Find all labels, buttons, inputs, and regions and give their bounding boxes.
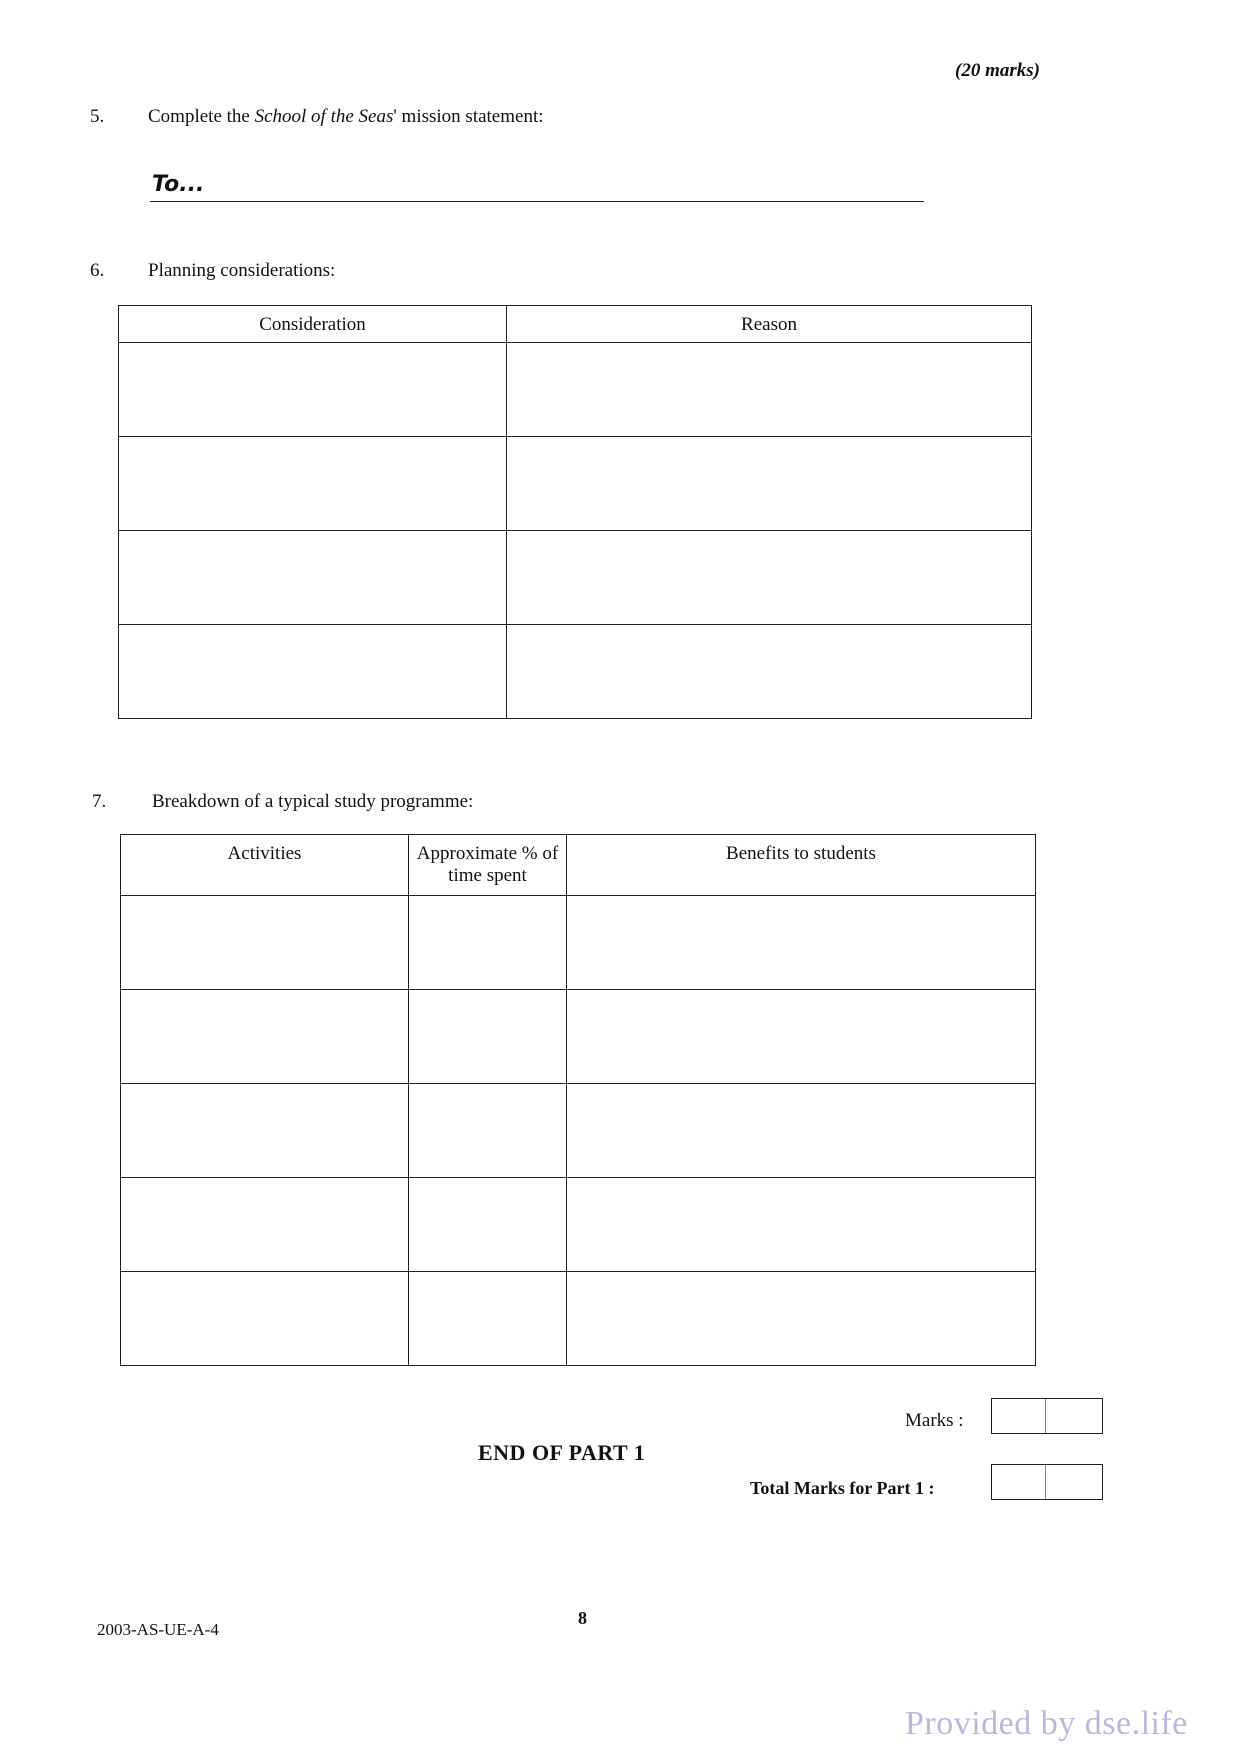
question-number: 6. bbox=[90, 260, 105, 281]
table-row bbox=[121, 1084, 1036, 1178]
answer-line bbox=[150, 201, 924, 202]
answer-cell[interactable] bbox=[507, 437, 1032, 531]
question-text: Complete the School of the Seas' mission statement: bbox=[148, 106, 544, 127]
table-row bbox=[119, 437, 1032, 531]
table-row bbox=[119, 625, 1032, 719]
column-header-reason: Reason bbox=[507, 306, 1032, 343]
provided-by-link[interactable]: Provided by dse.life bbox=[905, 1705, 1188, 1742]
planning-considerations-table bbox=[118, 305, 1032, 719]
answer-cell[interactable] bbox=[567, 1084, 1036, 1178]
answer-cell[interactable] bbox=[567, 1272, 1036, 1366]
marks-note: (20 marks) bbox=[955, 60, 1040, 81]
answer-cell[interactable] bbox=[121, 990, 409, 1084]
question-text: Planning considerations: bbox=[148, 260, 336, 281]
answer-cell[interactable] bbox=[409, 1272, 567, 1366]
answer-cell[interactable] bbox=[409, 1178, 567, 1272]
answer-cell[interactable] bbox=[507, 343, 1032, 437]
table-row bbox=[121, 1178, 1036, 1272]
table-row bbox=[119, 531, 1032, 625]
answer-cell[interactable] bbox=[567, 990, 1036, 1084]
answer-cell[interactable] bbox=[507, 531, 1032, 625]
answer-cell[interactable] bbox=[121, 1272, 409, 1366]
mission-answer-prompt: To... bbox=[152, 172, 205, 197]
question-number: 7. bbox=[92, 791, 107, 812]
question-number: 5. bbox=[90, 106, 105, 127]
page-number: 8 bbox=[578, 1608, 587, 1628]
answer-cell[interactable] bbox=[119, 437, 507, 531]
answer-cell[interactable] bbox=[119, 343, 507, 437]
table-row bbox=[121, 896, 1036, 990]
answer-cell[interactable] bbox=[409, 896, 567, 990]
question-text: Breakdown of a typical study programme: bbox=[152, 791, 474, 812]
table-row bbox=[121, 1272, 1036, 1366]
answer-cell[interactable] bbox=[121, 1084, 409, 1178]
end-of-part-heading: END OF PART 1 bbox=[478, 1440, 646, 1465]
column-header-benefits: Benefits to students bbox=[567, 835, 1036, 896]
total-marks-label: Total Marks for Part 1 : bbox=[750, 1478, 935, 1498]
paper-code: 2003-AS-UE-A-4 bbox=[97, 1620, 219, 1639]
box-divider bbox=[1045, 1399, 1046, 1433]
table-row bbox=[119, 343, 1032, 437]
column-header-activities: Activities bbox=[121, 835, 409, 896]
marks-box[interactable] bbox=[991, 1398, 1103, 1434]
answer-cell[interactable] bbox=[409, 990, 567, 1084]
column-header-consideration: Consideration bbox=[119, 306, 507, 343]
answer-cell[interactable] bbox=[121, 896, 409, 990]
study-programme-table bbox=[120, 834, 1036, 1366]
answer-cell[interactable] bbox=[121, 1178, 409, 1272]
answer-cell[interactable] bbox=[409, 1084, 567, 1178]
table-row bbox=[121, 990, 1036, 1084]
box-divider bbox=[1045, 1465, 1046, 1499]
answer-cell[interactable] bbox=[567, 896, 1036, 990]
answer-cell[interactable] bbox=[567, 1178, 1036, 1272]
answer-cell[interactable] bbox=[119, 625, 507, 719]
marks-label: Marks : bbox=[905, 1410, 964, 1431]
total-marks-box[interactable] bbox=[991, 1464, 1103, 1500]
column-header-time-spent: Approximate % of time spent bbox=[409, 835, 567, 896]
answer-cell[interactable] bbox=[507, 625, 1032, 719]
answer-cell[interactable] bbox=[119, 531, 507, 625]
